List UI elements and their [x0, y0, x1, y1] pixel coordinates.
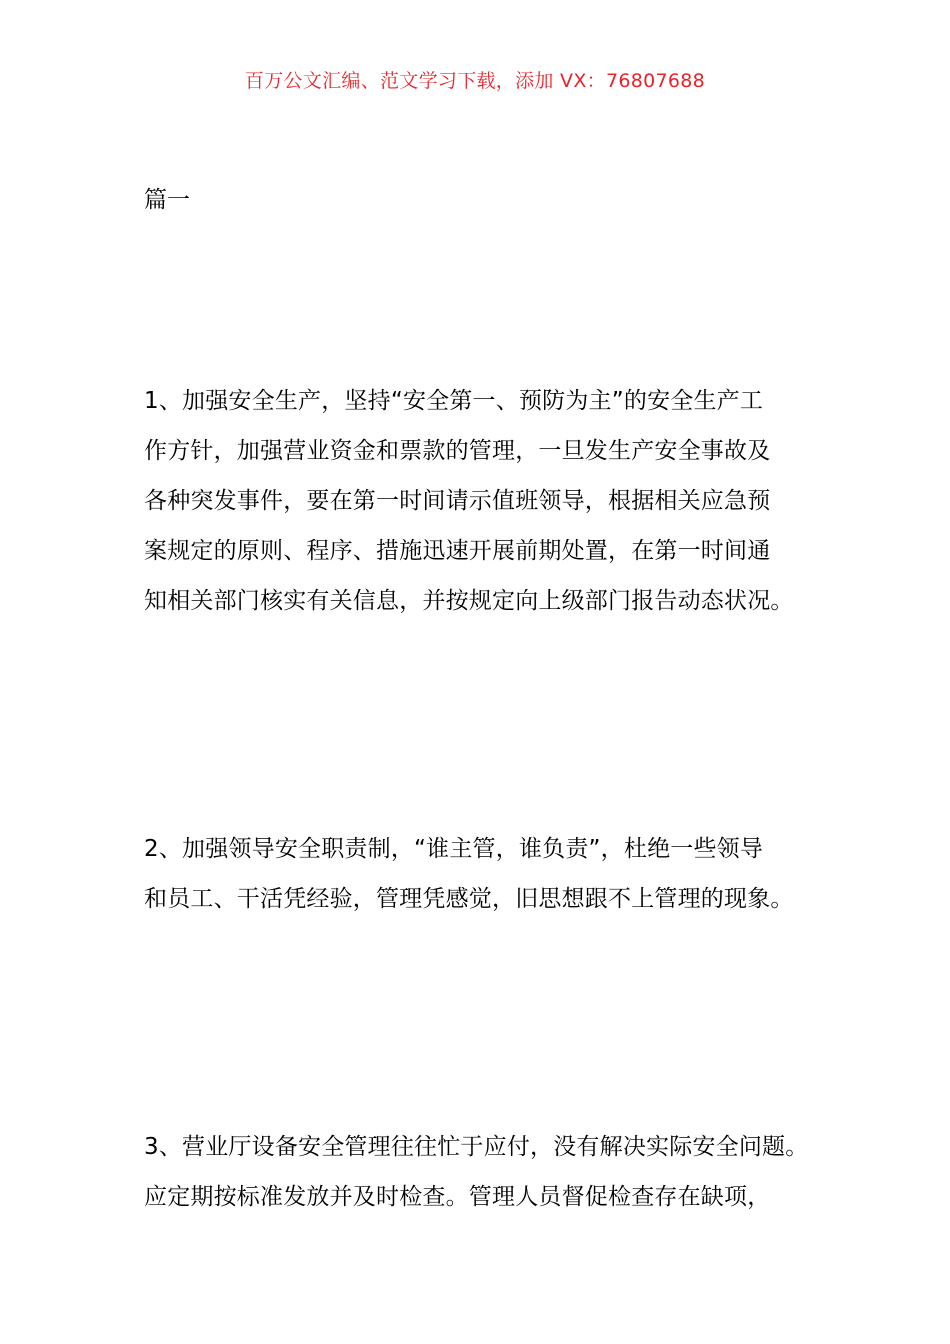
paragraph-line: 和员工、干活凭经验，管理凭感觉，旧思想跟不上管理的现象。: [144, 886, 794, 912]
paragraph-1: [144, 376, 814, 626]
page-header-watermark: 百万公文汇编、范文学习下载，添加 VX：76807688: [244, 70, 706, 92]
paragraph-line: 作方针，加强营业资金和票款的管理，一旦发生产安全事故及: [144, 438, 771, 464]
paragraph-2: [144, 824, 814, 924]
paragraph-line: 3、营业厅设备安全管理往往忙于应付，没有解决实际安全问题。: [144, 1134, 809, 1160]
paragraph-line: 2、加强领导安全职责制，“谁主管，谁负责”，杜绝一些领导: [144, 836, 764, 862]
paragraph-line: 案规定的原则、程序、措施迅速开展前期处置，在第一时间通: [144, 538, 771, 564]
section-title: 篇一: [144, 187, 190, 213]
paragraph-line: 应定期按标准发放并及时检查。管理人员督促检查存在缺项，: [144, 1184, 771, 1210]
paragraph-line: 1、加强安全生产，坚持“安全第一、预防为主”的安全生产工: [144, 388, 764, 414]
paragraph-line: 各种突发事件，要在第一时间请示值班领导，根据相关应急预: [144, 488, 771, 514]
paragraph-3: [144, 1122, 814, 1222]
paragraph-line: 知相关部门核实有关信息，并按规定向上级部门报告动态状况。: [144, 588, 794, 614]
